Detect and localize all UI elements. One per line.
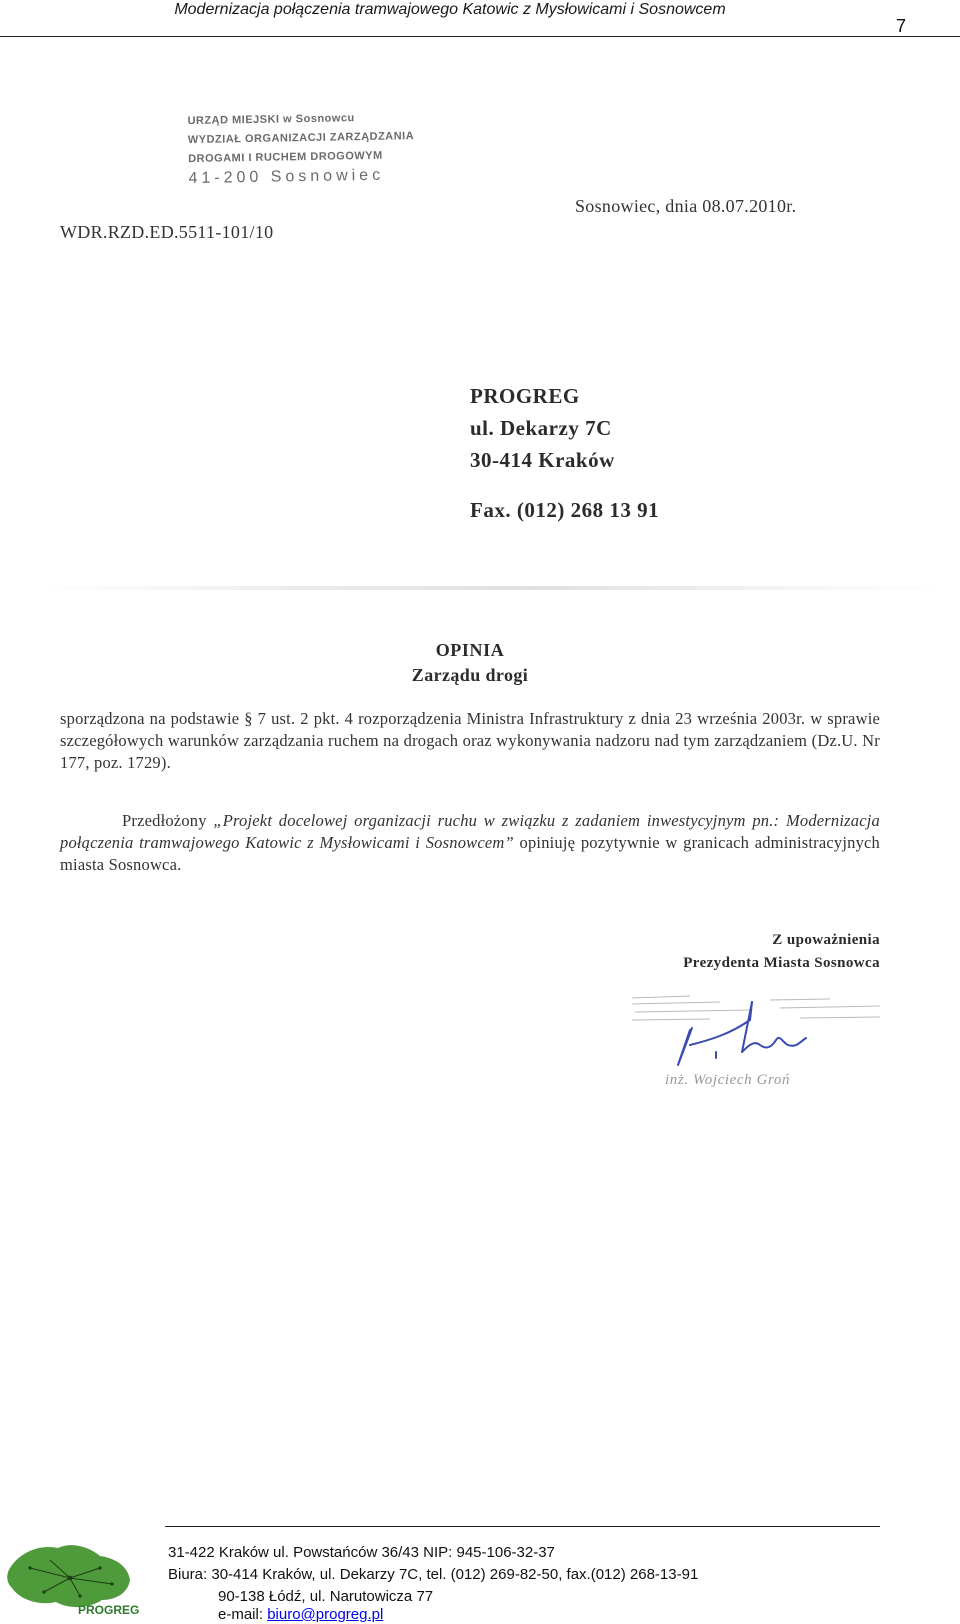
reference-number: WDR.RZD.ED.5511-101/10 xyxy=(60,222,274,242)
footer-address-line: 31-422 Kraków ul. Powstańców 36/43 NIP: 945-106-32-37 xyxy=(168,1544,555,1561)
document-header-title: Modernizacja połączenia tramwajowego Katowic z Mysłowicami i Sosnowcem xyxy=(174,1,726,18)
footer-email-line xyxy=(218,1605,383,1624)
addressee-city: 30-414 Kraków xyxy=(470,448,615,472)
stamp-line: 41-200 Sosnowiec xyxy=(188,166,385,188)
stamp-line: URZĄD MIEJSKI w Sosnowcu xyxy=(187,112,355,128)
page-number: 7 xyxy=(896,16,907,36)
body-paragraph-legal-basis: sporządzona na podstawie § 7 ust. 2 pkt. 4 rozporządzenia Ministra Infrastruktury z dnia 23 września 2003r. w sprawie szczegółowych warunków zarządzania ruchem na drogach oraz wykonywania nadzoru nad tym zarządzaniem (Dz.U. Nr 177, poz. 1729). xyxy=(60,709,880,772)
letter-date: Sosnowiec, dnia 08.07.2010r. xyxy=(575,196,797,216)
logo-wordmark: PROGREG xyxy=(78,1603,140,1617)
scan-artifact xyxy=(40,586,940,590)
opinion-title: OPINIA xyxy=(435,640,505,660)
addressee-street: ul. Dekarzy 7C xyxy=(470,416,612,440)
footer-divider xyxy=(165,1526,880,1527)
addressee-fax: Fax. (012) 268 13 91 xyxy=(470,498,660,522)
email-label: e-mail: xyxy=(218,1606,268,1623)
body-paragraph-opinion xyxy=(60,810,880,876)
footer-office-line: Biura: 30-414 Kraków, ul. Dekarzy 7C, tel. (012) 269-82-50, fax.(012) 268-13-91 xyxy=(168,1566,699,1583)
paragraph-lead: Przedłożony xyxy=(122,811,207,830)
addressee-name: PROGREG xyxy=(470,384,580,408)
stamp-line: DROGAMI I RUCHEM DROGOWYM xyxy=(188,149,383,166)
office-stamp xyxy=(187,108,428,188)
header-divider xyxy=(0,36,960,37)
addressee-block xyxy=(470,380,615,476)
project-title: „Projekt docelowej organizacji ruchu w związku z zadaniem inwestycyjnym pn.: Modernizacja połączenia tramwajowego Katowic z Mysłowicami i Sosnowcem” xyxy=(60,811,880,852)
stamp-line: WYDZIAŁ ORGANIZACJI ZARZĄDZANIA xyxy=(187,130,415,147)
authorization-line: Prezydenta Miasta Sosnowca xyxy=(683,955,880,971)
email-link[interactable]: biuro@progreg.pl xyxy=(267,1606,384,1623)
opinion-subtitle: Zarządu drogi xyxy=(411,665,529,685)
paragraph-tail: opiniuję pozytywnie w granicach administracyjnych miasta Sosnowca. xyxy=(60,833,880,874)
signatory-name: inż. Wojciech Groń xyxy=(665,1072,791,1088)
footer-lodz-line: 90-138 Łódź, ul. Narutowicza 77 xyxy=(218,1588,434,1605)
authorization-line: Z upoważnienia xyxy=(772,932,880,948)
